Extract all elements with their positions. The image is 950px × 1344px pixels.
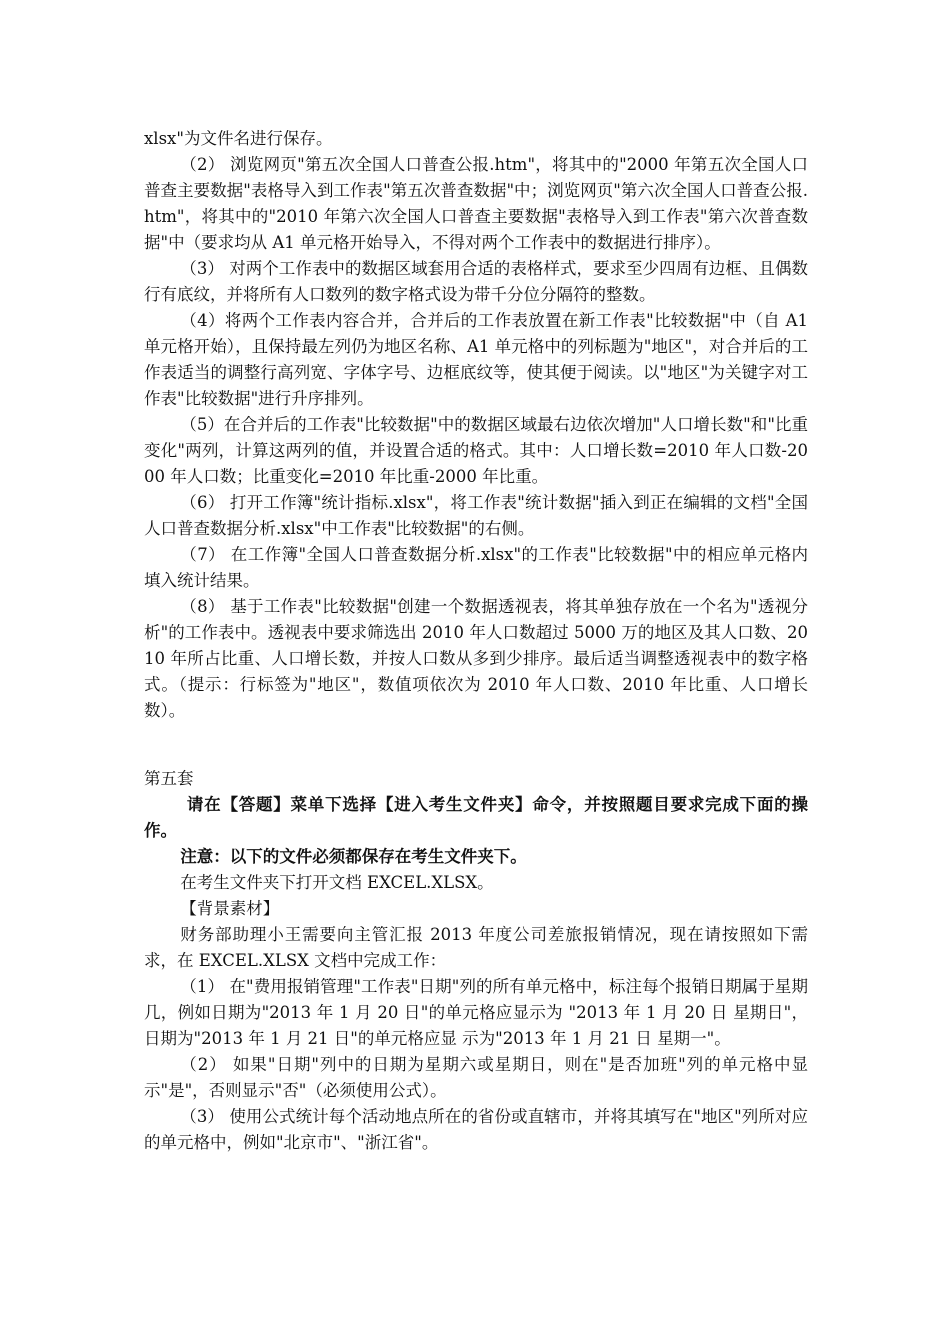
background-label: 【背景素材】 [180, 899, 280, 918]
paragraph-item-4: （4）将两个工作表内容合并，合并后的工作表放置在新工作表"比较数据"中（自 A1 单元格开始），且保持最左列仍为地区名称、A1 单元格中的列标题为"地区"，对合并后的工作表适当的调整行高列宽、字体字号、边框底纹等，使其便于阅读。以"地区"为关键字对工作表"比较数据"进行升序排列。 [144, 311, 808, 408]
paragraph-background: 财务部助理小王需要向主管汇报 2013 年度公司差旅报销情况，现在请按照如下需求，在 EXCEL.XLSX 文档中完成工作： [144, 925, 808, 970]
instruction-open-folder: 请在【答题】菜单下选择【进入考生文件夹】命令，并按照题目要求完成下面的操作。 [144, 795, 808, 840]
paragraph-task-1: （1） 在"费用报销管理"工作表"日期"列的所有单元格中，标注每个报销日期属于星期几，例如日期为"2013 年 1 月 20 日"的单元格应显示为 "2013 年 1 月 20 日 星期日"，日期为"2013 年 1 月 21 日"的单元格应显 示为"2013 年 1 月 21 日 星期一"。 [144, 977, 808, 1048]
instruction-save-note: 注意：以下的文件必须都保存在考生文件夹下。 [180, 847, 527, 866]
paragraph-item-5: （5）在合并后的工作表"比较数据"中的数据区域最右边依次增加"人口增长数"和"比重变化"两列，计算这两列的值，并设置合适的格式。其中：人口增长数=2010 年人口数-2000 年人口数；比重变化=2010 年比重-2000 年比重。 [144, 415, 808, 486]
paragraph-item-6: （6） 打开工作簿"统计指标.xlsx"，将工作表"统计数据"插入到正在编辑的文档"全国人口普查数据分析.xlsx"中工作表"比较数据"的右侧。 [144, 493, 808, 538]
paragraph-save-filename: xlsx"为文件名进行保存。 [144, 129, 333, 148]
paragraph-open-file: 在考生文件夹下打开文档 EXCEL.XLSX。 [180, 873, 494, 892]
paragraph-item-8: （8） 基于工作表"比较数据"创建一个数据透视表，将其单独存放在一个名为"透视分析"的工作表中。透视表中要求筛选出 2010 年人口数超过 5000 万的地区及其人口数、2010 年所占比重、人口增长数，并按人口数从多到少排序。最后适当调整透视表中的数字格式。（提示：行标签为"地区"，数值项依次为 2010 年人口数、2010 年比重、人口增长数）。 [144, 597, 808, 720]
document-page [144, 126, 808, 1156]
paragraph-task-3: （3） 使用公式统计每个活动地点所在的省份或直辖市，并将其填写在"地区"列所对应的单元格中，例如"北京市"、"浙江省"。 [144, 1107, 808, 1152]
section-title-set-5: 第五套 [144, 769, 194, 788]
paragraph-task-2: （2） 如果"日期"列中的日期为星期六或星期日，则在"是否加班"列的单元格中显示"是"，否则显示"否"（必须使用公式）。 [144, 1055, 808, 1100]
paragraph-item-2: （2） 浏览网页"第五次全国人口普查公报.htm"，将其中的"2000 年第五次全国人口普查主要数据"表格导入到工作表"第五次普查数据"中；浏览网页"第六次全国人口普查公报.htm"，将其中的"2010 年第六次全国人口普查主要数据"表格导入到工作表"第六次普查数据"中（要求均从 A1 单元格开始导入，不得对两个工作表中的数据进行排序）。 [144, 155, 808, 252]
paragraph-item-3: （3） 对两个工作表中的数据区域套用合适的表格样式，要求至少四周有边框、且偶数行有底纹，并将所有人口数列的数字格式设为带千分位分隔符的整数。 [144, 259, 808, 304]
paragraph-item-7: （7） 在工作簿"全国人口普查数据分析.xlsx"的工作表"比较数据"中的相应单元格内填入统计结果。 [144, 545, 808, 590]
